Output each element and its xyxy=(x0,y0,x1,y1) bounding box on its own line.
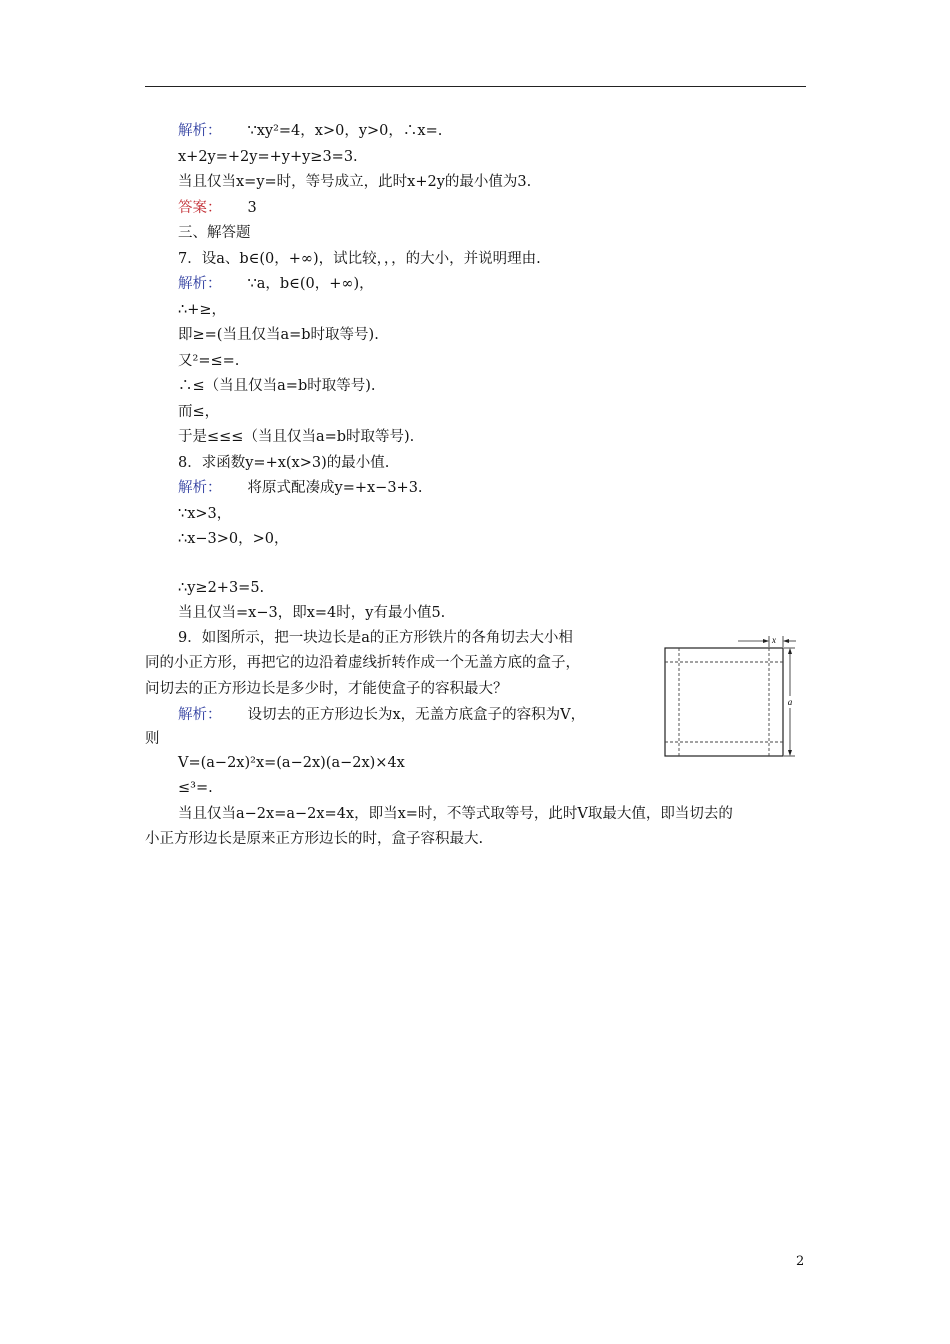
solution-line: ≤³=. xyxy=(178,780,213,796)
question-stem: 8．求函数y=+x(x>3)的最小值. xyxy=(178,455,390,471)
question-stem: 7．设a、b∈(0，+∞)，试比较，，，的大小，并说明理由. xyxy=(178,251,541,267)
question-stem: 同的小正方形，再把它的边沿着虚线折转作成一个无盖方底的盒子， xyxy=(145,655,580,671)
dimension-a-label: a xyxy=(787,697,793,707)
solution-line: ∵x>3， xyxy=(178,506,232,522)
solution-line: 当且仅当a−2x=a−2x=4x，即当x=时，不等式取等号，此时V取最大值，即当切去的 xyxy=(178,806,733,822)
answer-label: 答案： xyxy=(178,200,222,216)
solution-line: 当且仅当x=y=时，等号成立，此时x+2y的最小值为3. xyxy=(178,174,532,190)
solution-label: 解析： xyxy=(178,480,222,496)
solution-line: V=(a−2x)²x=(a−2x)(a−2x)×4x xyxy=(178,755,405,771)
page-number: 2 xyxy=(796,1254,805,1269)
question-stem: 9．如图所示，把一块边长是a的正方形铁片的各角切去大小相 xyxy=(178,630,573,646)
solution-line: 又²=≤=. xyxy=(178,353,240,369)
solution-line: ∴y≥2+3=5. xyxy=(178,580,265,596)
solution-text: 将原式配凑成y=+x−3+3. xyxy=(247,480,423,496)
answer-value: 3 xyxy=(247,200,257,216)
solution-line: 小正方形边长是原来正方形边长的时，盒子容积最大. xyxy=(145,831,484,847)
solution-label: 解析： xyxy=(178,123,222,139)
arrow-head xyxy=(783,639,789,643)
solution-line: 当且仅当=x−3，即x=4时，y有最小值5. xyxy=(178,605,446,621)
square-sheet-figure xyxy=(662,632,798,762)
solution-text: ∵xy²=4，x>0，y>0，∴x=. xyxy=(247,123,443,139)
dimension-x-label: x xyxy=(772,635,776,645)
solution-label: 解析： xyxy=(178,276,222,292)
solution-text: ∵a，b∈(0，+∞)， xyxy=(247,276,374,292)
solution-line: ∴≤（当且仅当a=b时取等号). xyxy=(178,378,376,394)
solution-line: ∴+≥， xyxy=(178,302,227,318)
solution-line: 于是≤≤≤（当且仅当a=b时取等号). xyxy=(178,429,415,445)
answer-line xyxy=(178,198,257,218)
arrow-head xyxy=(788,648,792,654)
solution-line: 则 xyxy=(145,731,160,747)
solution-line xyxy=(178,705,585,725)
solution-line: ∴x−3>0，>0， xyxy=(178,531,289,547)
solution-text: 设切去的正方形边长为x，无盖方底盒子的容积为V， xyxy=(247,707,586,723)
solution-line xyxy=(178,121,442,141)
outer-square xyxy=(665,648,783,756)
section-heading: 三、解答题 xyxy=(178,225,251,241)
solution-label: 解析： xyxy=(178,707,222,723)
solution-line: 而≤， xyxy=(178,404,220,420)
arrow-head xyxy=(763,639,769,643)
solution-line: x+2y=+2y=+y+y≥3=3. xyxy=(178,149,358,165)
solution-line: 即≥=(当且仅当a=b时取等号). xyxy=(178,327,379,343)
header-rule xyxy=(145,86,806,87)
solution-line xyxy=(178,478,423,498)
arrow-head xyxy=(788,750,792,756)
question-stem: 问切去的正方形边长是多少时，才能使盒子的容积最大？ xyxy=(145,681,508,697)
solution-line xyxy=(178,274,374,294)
